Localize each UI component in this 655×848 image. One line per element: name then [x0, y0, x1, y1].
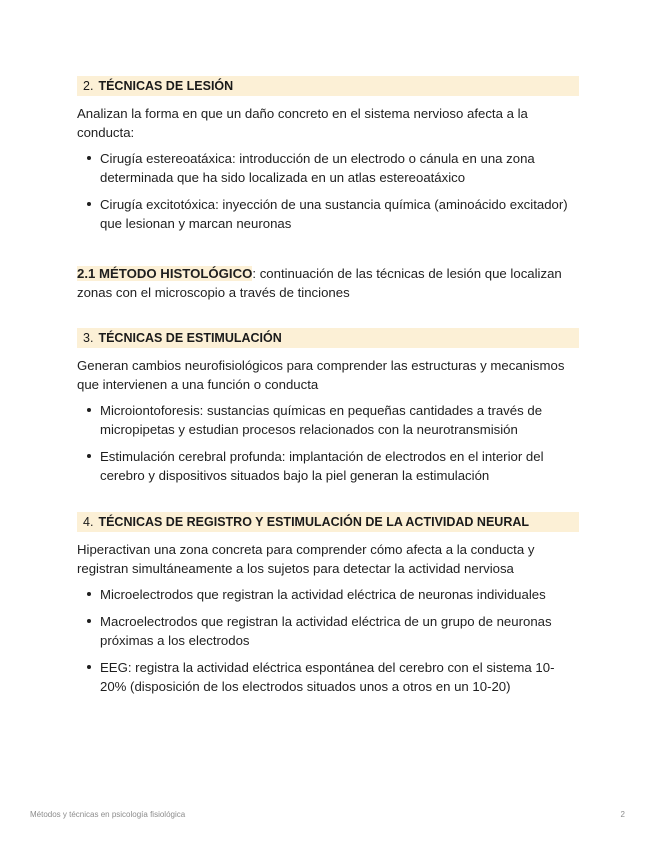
- section-intro: Generan cambios neurofisiológicos para comprender las estructuras y mecanismos que intervienen a una función o conducta: [77, 358, 565, 392]
- list-item: Microiontoforesis: sustancias químicas en pequeñas cantidades a través de micropipetas y estudian procesos relacionados con la neurotransmisión: [77, 401, 579, 439]
- footer-title: Métodos y técnicas en psicología fisiológica: [30, 810, 186, 819]
- section-title: TÉCNICAS DE REGISTRO Y ESTIMULACIÓN DE LA ACTIVIDAD NEURAL: [98, 515, 530, 529]
- list-item: Estimulación cerebral profunda: implantación de electrodos en el interior del cerebro y dispositivos situados bajo la piel generan la estimulación: [77, 447, 579, 485]
- section-intro: Hiperactivan una zona concreta para comprender cómo afecta a la conducta y registran simultáneamente a los sujetos para detectar la actividad nerviosa: [77, 542, 535, 576]
- bullet-list: [77, 401, 579, 485]
- page-number: 2: [620, 810, 625, 819]
- section-number: 2.: [83, 79, 94, 93]
- list-item: Cirugía estereoatáxica: introducción de un electrodo o cánula en una zona determinada que ha sido localizada en un atlas estereoatáxico: [77, 149, 579, 187]
- section-number: 4.: [83, 515, 94, 529]
- bullet-list: [77, 585, 579, 696]
- list-item: EEG: registra la actividad eléctrica espontánea del cerebro con el sistema 10-20% (disposición de los electrodos situados unos a otros en un 10-20): [77, 658, 579, 696]
- subsection-histologico: [77, 264, 579, 302]
- bullet-list: [77, 149, 579, 233]
- section-heading-lesion: [77, 76, 579, 96]
- section-heading-registro: [77, 512, 579, 532]
- subsection-label: 2.1 MÉTODO HISTOLÓGICO: [77, 266, 253, 281]
- section-title: TÉCNICAS DE ESTIMULACIÓN: [98, 331, 282, 345]
- list-item: Cirugía excitotóxica: inyección de una sustancia química (aminoácido excitador) que lesionan y marcan neuronas: [77, 195, 579, 233]
- document-page: [77, 76, 579, 696]
- list-item: Microelectrodos que registran la actividad eléctrica de neuronas individuales: [77, 585, 579, 604]
- subsection-text: : continuación de las técnicas de lesión que localizan zonas con el microscopio a través de tinciones: [77, 266, 562, 300]
- section-title: TÉCNICAS DE LESIÓN: [98, 79, 234, 93]
- section-number: 3.: [83, 331, 94, 345]
- list-item: Macroelectrodos que registran la actividad eléctrica de un grupo de neuronas próximas a los electrodos: [77, 612, 579, 650]
- section-heading-estimulacion: [77, 328, 579, 348]
- section-intro: Analizan la forma en que un daño concreto en el sistema nervioso afecta a la conducta:: [77, 106, 528, 140]
- page-footer: [30, 810, 625, 819]
